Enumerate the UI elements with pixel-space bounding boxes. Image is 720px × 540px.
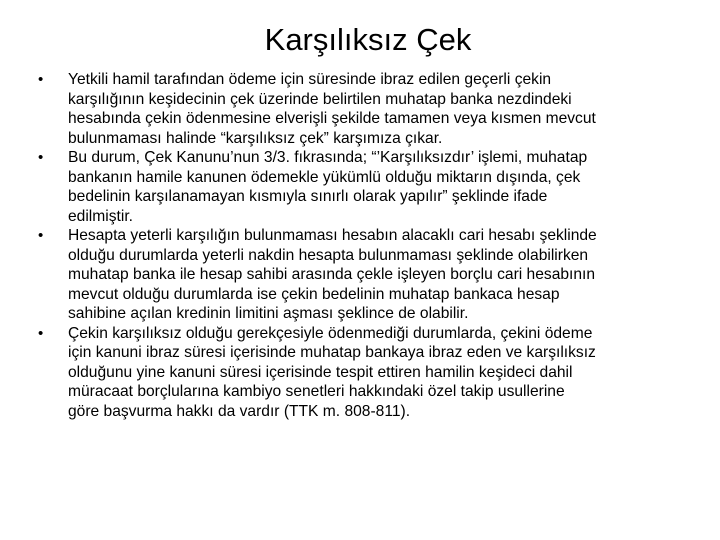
bullet-line: Yetkili hamil tarafından ödeme için süresinde ibraz edilen geçerli çekin: [68, 71, 552, 88]
bullet-line: hesabında çekin ödenmesine elverişli şekilde tamamen veya kısmen mevcut: [68, 110, 596, 127]
bullet-line: mevcut olduğu durumlarda ise çekin bedelinin muhatap bankaca hesap: [68, 285, 560, 303]
bullet-line: göre başvurma hakkı da vardır (TTK m. 808-811).: [68, 402, 411, 420]
bullet-text: [68, 226, 688, 324]
bullet-item: [38, 148, 688, 226]
bullet-line: bankanın hamile kanunen ödemekle yükümlü olduğu miktarın dışında, çek: [68, 168, 581, 186]
bullet-list: [38, 70, 688, 421]
bullet-item: [38, 70, 688, 148]
bullet-line: muhatap banka ile hesap sahibi arasında çekle işleyen borçlu cari hesabının: [68, 266, 596, 283]
bullet-line: olduğunu yine kanuni süresi içerisinde tespit ettiren hamilin keşideci dahil: [68, 363, 573, 381]
bullet-text: [68, 70, 688, 148]
bullet-line: karşılığının keşidecinin çek üzerinde belirtilen muhatap banka nezdindeki: [68, 90, 572, 108]
slide-title: Karşılıksız Çek: [264, 22, 472, 57]
bullet-point-icon: •: [38, 324, 44, 342]
bullet-line: Hesapta yeterli karşılığın bulunmaması hesabın alacaklı cari hesabı şeklinde: [68, 227, 597, 244]
bullet-line: müracaat borçlularına kambiyo senetleri hakkındaki özel takip usullerine: [68, 383, 565, 400]
bullet-line: sahibine açılan kredinin limitini aşması şeklince de olabilir.: [68, 305, 469, 322]
bullet-line: edilmiştir.: [68, 207, 133, 225]
bullet-line: için kanuni ibraz süresi içerisinde muhatap bankaya ibraz eden ve karşılıksız: [68, 344, 596, 361]
bullet-point-icon: •: [38, 71, 44, 88]
bullet-line: Çekin karşılıksız olduğu gerekçesiyle ödenmediği durumlarda, çekini ödeme: [68, 324, 593, 342]
bullet-line: bulunmaması halinde “karşılıksız çek” karşımıza çıkar.: [68, 129, 443, 147]
bullet-point-icon: •: [38, 227, 44, 244]
bullet-text: [68, 148, 688, 226]
bullet-text: [68, 324, 688, 422]
bullet-item: [38, 226, 688, 324]
bullet-line: bedelinin karşılanamayan kısmıyla sınırlı olarak yapılır” şeklinde ifade: [68, 188, 548, 205]
bullet-item: [38, 324, 688, 422]
bullet-line: Bu durum, Çek Kanunu’nun 3/3. fıkrasında; “’Karşılıksızdır’ işlemi, muhatap: [68, 149, 588, 166]
bullet-point-icon: •: [38, 149, 44, 166]
bullet-line: olduğu durumlarda yeterli nakdin hesapta bulunmaması şeklinde olabilirken: [68, 246, 589, 264]
